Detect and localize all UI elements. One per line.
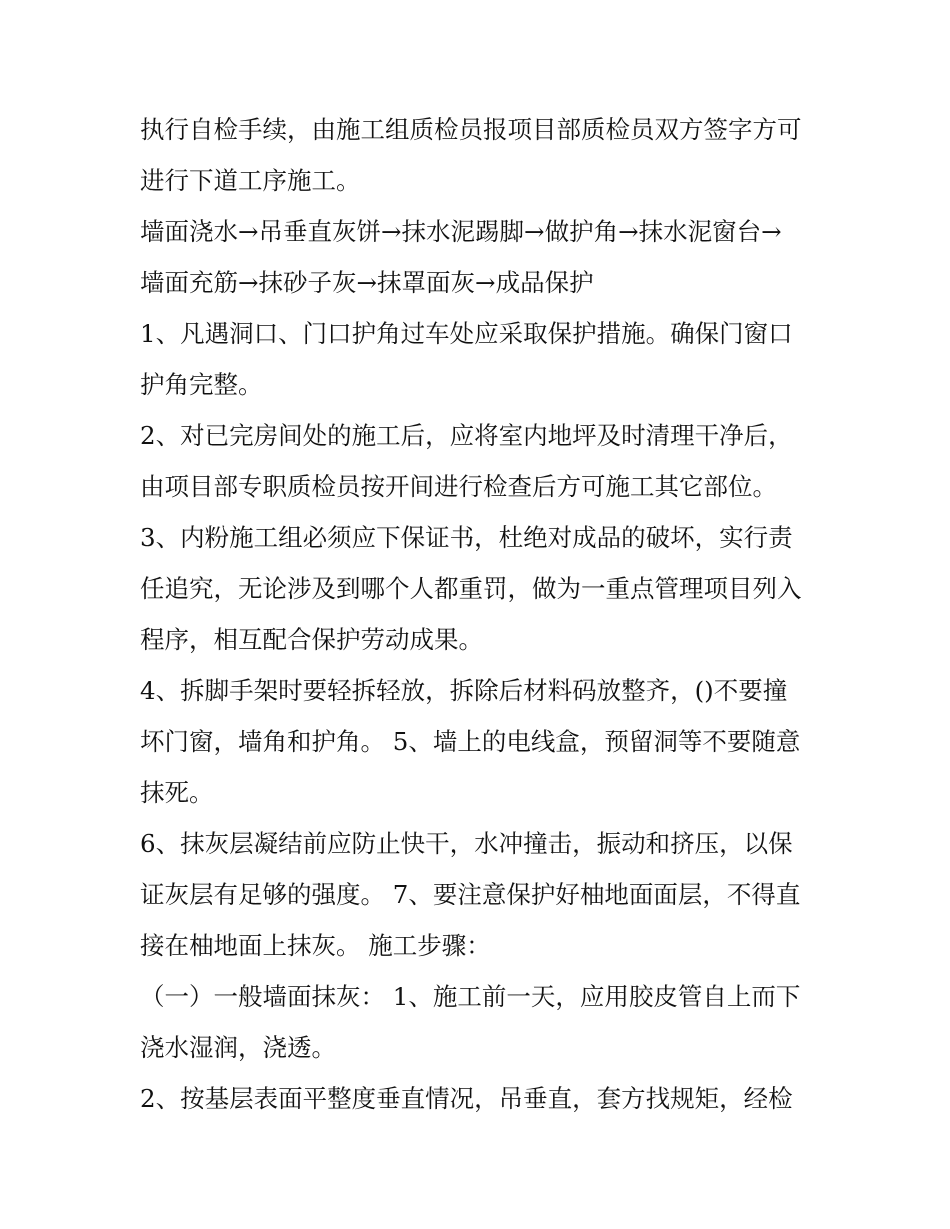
text-line: （一）一般墙面抹灰： 1、施工前一天，应用胶皮管自上而下 bbox=[140, 982, 801, 1011]
text-line: 4、拆脚手架时要轻拆轻放，拆除后材料码放整齐，()不要撞 bbox=[140, 676, 788, 705]
text-line: 2、对已完房间处的施工后，应将室内地坪及时清理干净后， bbox=[140, 421, 793, 450]
text-line: 护角完整。 bbox=[140, 370, 263, 399]
text-line: 接在柚地面上抹灰。 施工步骤： bbox=[140, 931, 491, 960]
text-line: 程序，相互配合保护劳动成果。 bbox=[140, 625, 483, 654]
text-line: 墙面浇水→吊垂直灰饼→抹水泥踢脚→做护角→抹水泥窗台→ bbox=[140, 217, 782, 246]
text-line: 2、按基层表面平整度垂直情况，吊垂直，套方找规矩，经检 bbox=[140, 1084, 793, 1113]
text-line: 墙面充筋→抹砂子灰→抹罩面灰→成品保护 bbox=[140, 268, 594, 297]
text-line: 进行下道工序施工。 bbox=[140, 166, 361, 195]
text-line: 执行自检手续，由施工组质检员报项目部质检员双方签字方可 bbox=[140, 115, 802, 144]
document-body bbox=[140, 108, 820, 1128]
text-line: 1、凡遇洞口、门口护角过车处应采取保护措施。确保门窗口 bbox=[140, 319, 793, 348]
text-line: 任追究，无论涉及到哪个人都重罚，做为一重点管理项目列入 bbox=[140, 574, 802, 603]
text-line: 3、内粉施工组必须应下保证书，杜绝对成品的破坏，实行责 bbox=[140, 523, 793, 552]
text-line: 由项目部专职质检员按开间进行检查后方可施工其它部位。 bbox=[140, 472, 777, 501]
text-line: 证灰层有足够的强度。 7、要注意保护好柚地面面层，不得直 bbox=[140, 880, 801, 909]
text-line: 6、抹灰层凝结前应防止快干，水冲撞击，振动和挤压，以保 bbox=[140, 829, 793, 858]
text-line: 坏门窗，墙角和护角。 5、墙上的电线盒，预留洞等不要随意 bbox=[140, 727, 801, 756]
text-line: 浇水湿润，浇透。 bbox=[140, 1033, 336, 1062]
text-line: 抹死。 bbox=[140, 778, 214, 807]
